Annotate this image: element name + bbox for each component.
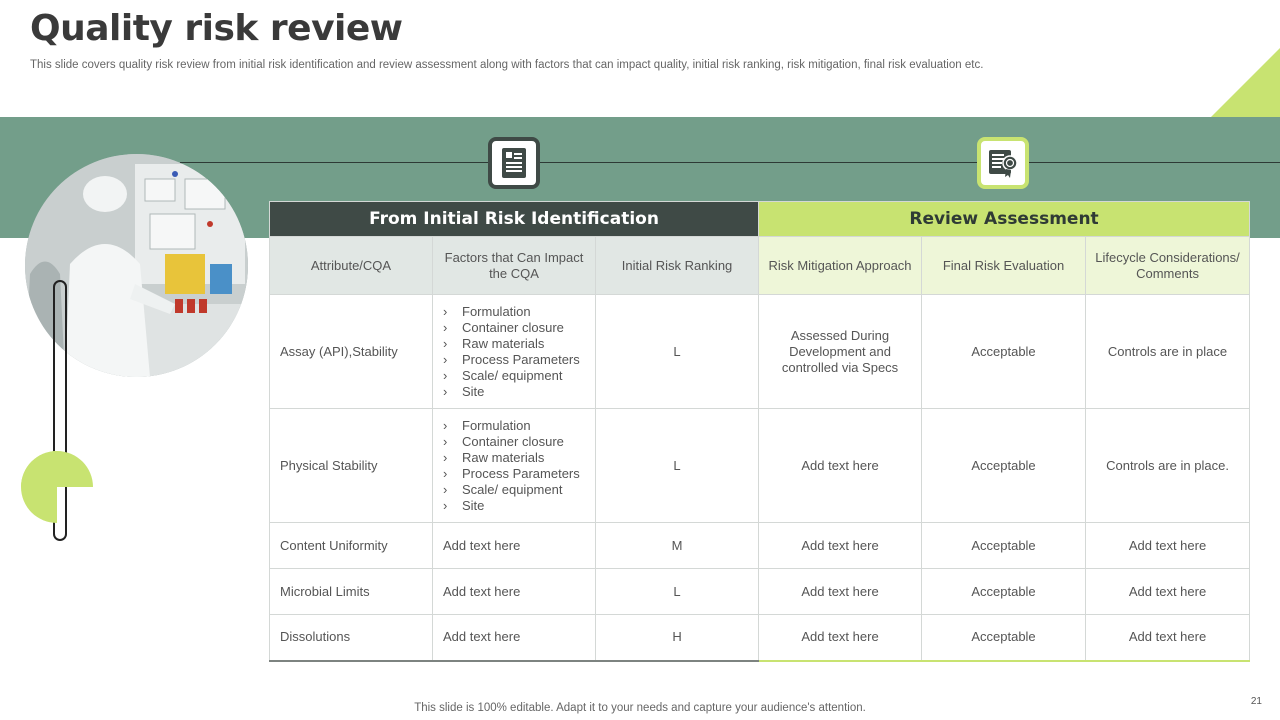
list-item: › Scale/ equipment: [443, 482, 589, 498]
attribute-cell: Content Uniformity: [270, 523, 433, 569]
list-item: › Raw materials: [443, 336, 589, 352]
table-row: [270, 523, 1250, 569]
slide-footer: This slide is 100% editable. Adapt it to your needs and capture your audience's attention.: [414, 702, 866, 714]
mitigation-cell: Add text here: [759, 569, 922, 615]
list-item: › Container closure: [443, 320, 589, 336]
slide-title: Quality risk review: [30, 8, 403, 49]
attribute-cell: Microbial Limits: [270, 569, 433, 615]
certificate-icon: [987, 147, 1019, 179]
certificate-icon-box: [977, 137, 1029, 189]
document-icon-box: [488, 137, 540, 189]
evaluation-cell: Acceptable: [922, 295, 1086, 409]
attribute-cell: Physical Stability: [270, 409, 433, 523]
attribute-cell: Assay (API),Stability: [270, 295, 433, 409]
factors-cell: [433, 409, 596, 523]
column-header: Lifecycle Considerations/ Comments: [1086, 237, 1250, 295]
list-item: › Site: [443, 498, 589, 514]
column-header: Initial Risk Ranking: [596, 237, 759, 295]
factors-cell: Add text here: [433, 569, 596, 615]
factors-cell: Add text here: [433, 523, 596, 569]
comments-cell: Add text here: [1086, 523, 1250, 569]
attribute-cell: Dissolutions: [270, 615, 433, 661]
ranking-cell: H: [596, 615, 759, 661]
mitigation-cell: Add text here: [759, 615, 922, 661]
table-row: [270, 569, 1250, 615]
comments-cell: Controls are in place.: [1086, 409, 1250, 523]
factors-cell: Add text here: [433, 615, 596, 661]
slide-subtitle: This slide covers quality risk review from initial risk identification and review assessment along with factors that can impact quality, initial risk ranking, risk mitigation, final risk evaluation etc.: [30, 59, 984, 71]
column-header: Risk Mitigation Approach: [759, 237, 922, 295]
factors-list: [443, 304, 589, 400]
connector-line: [180, 162, 1280, 163]
ranking-cell: L: [596, 409, 759, 523]
ranking-cell: M: [596, 523, 759, 569]
list-item: › Formulation: [443, 304, 589, 320]
factors-list: [443, 418, 589, 514]
table-row: [270, 295, 1250, 409]
table-row: [270, 409, 1250, 523]
group-header-review-assessment: Review Assessment: [759, 202, 1250, 237]
document-icon: [501, 147, 527, 179]
list-item: › Process Parameters: [443, 466, 589, 482]
evaluation-cell: Acceptable: [922, 615, 1086, 661]
comments-cell: Controls are in place: [1086, 295, 1250, 409]
factors-cell: [433, 295, 596, 409]
list-item: › Site: [443, 384, 589, 400]
page-number: 21: [1250, 696, 1262, 707]
list-item: › Scale/ equipment: [443, 368, 589, 384]
list-item: › Raw materials: [443, 450, 589, 466]
mitigation-cell: Assessed During Development and controlled via Specs: [759, 295, 922, 409]
group-header-initial-risk: From Initial Risk Identification: [270, 202, 759, 237]
column-header: Final Risk Evaluation: [922, 237, 1086, 295]
evaluation-cell: Acceptable: [922, 569, 1086, 615]
list-item: › Formulation: [443, 418, 589, 434]
risk-review-table: [269, 201, 1250, 662]
table-row: [270, 615, 1250, 661]
evaluation-cell: Acceptable: [922, 523, 1086, 569]
evaluation-cell: Acceptable: [922, 409, 1086, 523]
ranking-cell: L: [596, 295, 759, 409]
list-item: › Process Parameters: [443, 352, 589, 368]
column-header: Attribute/CQA: [270, 237, 433, 295]
list-item: › Container closure: [443, 434, 589, 450]
mitigation-cell: Add text here: [759, 409, 922, 523]
column-header: Factors that Can Impact the CQA: [433, 237, 596, 295]
comments-cell: Add text here: [1086, 569, 1250, 615]
mitigation-cell: Add text here: [759, 523, 922, 569]
ranking-cell: L: [596, 569, 759, 615]
comments-cell: Add text here: [1086, 615, 1250, 661]
